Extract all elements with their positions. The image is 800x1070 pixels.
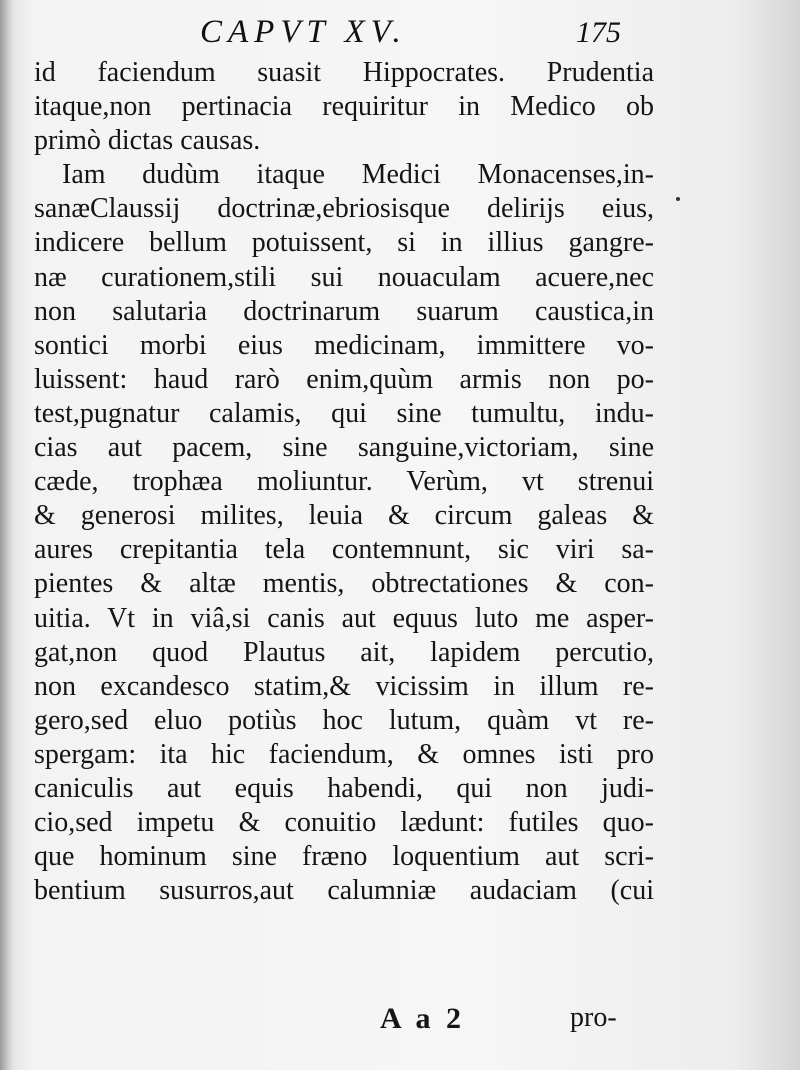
text-line: itaque,non pertinacia requiritur in Medico ob (34, 91, 654, 123)
text-line: & generosi milites, leuia & circum galeas & (34, 500, 654, 532)
text-line: bentium susurros,aut calumniæ audaciam (cui (34, 875, 654, 907)
text-line: caniculis aut equis habendi, qui non judi- (34, 772, 654, 804)
text-line: id faciendum suasit Hippocrates. Prudentia (34, 57, 654, 88)
text-line: uitia. Vt in viâ,si canis aut equus luto me asper- (34, 602, 654, 634)
page-number: 175 (576, 16, 621, 49)
ink-speck (676, 197, 680, 201)
text-line: cæde, trophæa moliuntur. Verùm, vt strenui (34, 466, 654, 498)
text-line: test,pugnatur calamis, qui sine tumultu, indu- (34, 397, 654, 429)
body-text (34, 56, 654, 908)
text-line: cio,sed impetu & conuitio lædunt: futiles quo- (34, 807, 654, 839)
text-line: Iam dudùm itaque Medici Monacenses,in- (62, 159, 654, 191)
text-line: gero,sed eluo potiùs hoc lutum, quàm vt re- (34, 704, 654, 736)
text-line: aures crepitantia tela contemnunt, sic viri sa- (34, 534, 654, 566)
text-line: spergam: ita hic faciendum, & omnes isti pro (34, 738, 654, 770)
text-line: sanæClaussij doctrinæ,ebriosisque delirijs eius, (34, 193, 654, 225)
catchword: pro- (570, 1002, 617, 1033)
page-gutter-shadow (0, 0, 14, 1070)
text-line: indicere bellum potuissent, si in illius gangre- (34, 227, 654, 259)
text-line: non salutaria doctrinarum suarum caustica,in (34, 295, 654, 327)
text-line: luissent: haud rarò enim,quùm armis non po- (34, 363, 654, 395)
signature-mark: A a 2 (380, 1002, 466, 1035)
text-line: gat,non quod Plautus ait, lapidem percutio, (34, 636, 654, 668)
text-line: non excandesco statim,& vicissim in illum re- (34, 670, 654, 702)
text-line: næ curationem,stili sui nouaculam acuere,nec (34, 261, 654, 293)
text-line: cias aut pacem, sine sanguine,victoriam, sine (34, 432, 654, 464)
text-line: que hominum sine fræno loquentium aut scri- (34, 841, 654, 873)
text-line: pientes & altæ mentis, obtrectationes & con- (34, 568, 654, 600)
text-line: primò dictas causas. (34, 125, 261, 157)
text-line: sontici morbi eius medicinam, immittere vo- (34, 329, 654, 361)
running-head: CAPVT XV. (200, 14, 407, 50)
